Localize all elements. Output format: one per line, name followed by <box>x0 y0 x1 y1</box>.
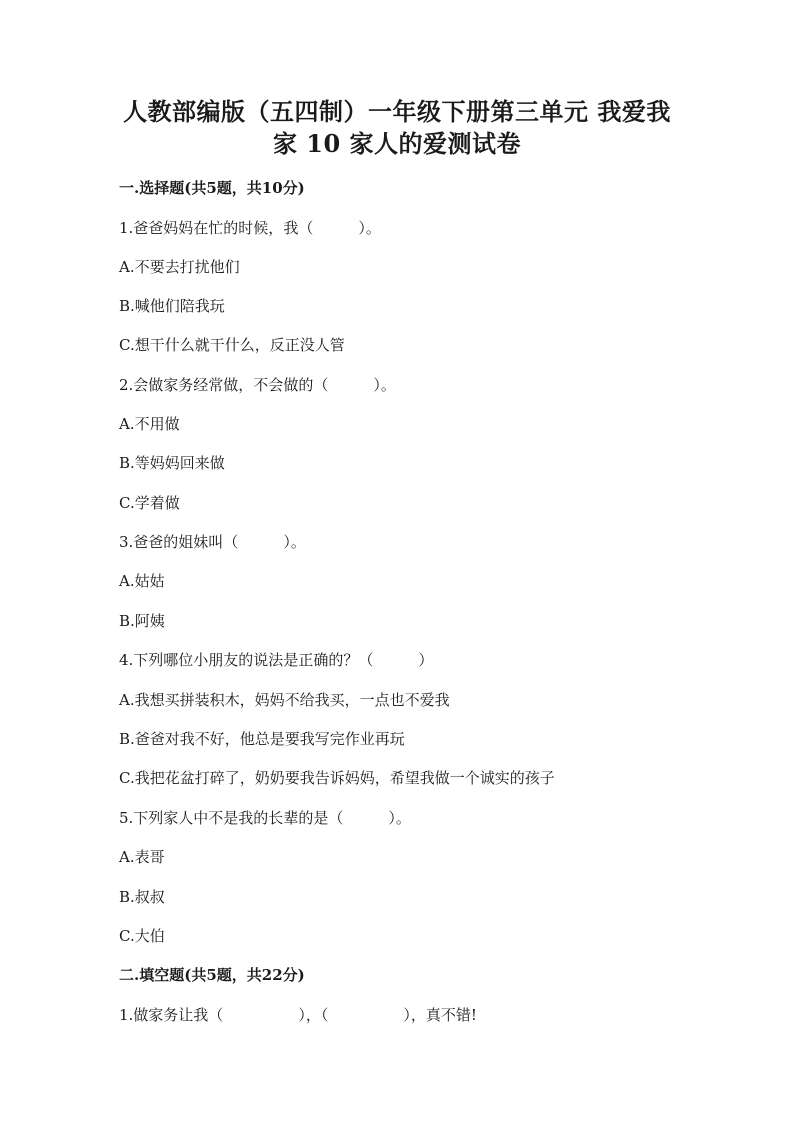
question-option: A.不用做 <box>119 415 180 433</box>
question-option: C.大伯 <box>119 927 165 945</box>
question-stem: 1.做家务让我（ ），（ ），真不错! <box>119 1006 477 1024</box>
question-option: A.姑姑 <box>119 572 165 590</box>
question-option: A.不要去打扰他们 <box>119 258 240 276</box>
question-option: B.喊他们陪我玩 <box>119 297 225 315</box>
question-option: C.想干什么就干什么，反正没人管 <box>119 336 345 354</box>
question-stem: 5.下列家人中不是我的长辈的是（ ）。 <box>119 809 411 827</box>
question-option: B.阿姨 <box>119 612 165 630</box>
question-stem: 3.爸爸的姐妹叫（ ）。 <box>119 533 306 551</box>
question-option: C.学着做 <box>119 494 180 512</box>
document-title-line-1: 人教部编版（五四制）一年级下册第三单元 我爱我 <box>123 97 671 126</box>
question-stem: 1.爸爸妈妈在忙的时候，我（ ）。 <box>119 219 381 237</box>
document-title-line-2: 家 10 家人的爱测试卷 <box>272 129 522 158</box>
section-heading-fill-blank: 二.填空题(共5题，共22分) <box>119 966 305 984</box>
question-option: B.等妈妈回来做 <box>119 454 225 472</box>
question-option: A.表哥 <box>119 848 165 866</box>
question-stem: 4.下列哪位小朋友的说法是正确的？（ ） <box>119 651 434 669</box>
section-heading-choice: 一.选择题(共5题，共10分) <box>119 179 305 197</box>
question-stem: 2.会做家务经常做，不会做的（ ）。 <box>119 376 396 394</box>
question-option: C.我把花盆打碎了，奶奶要我告诉妈妈，希望我做一个诚实的孩子 <box>119 769 555 787</box>
question-option: B.爸爸对我不好，他总是要我写完作业再玩 <box>119 730 405 748</box>
question-option: A.我想买拼装积木，妈妈不给我买，一点也不爱我 <box>119 691 450 709</box>
question-option: B.叔叔 <box>119 888 165 906</box>
